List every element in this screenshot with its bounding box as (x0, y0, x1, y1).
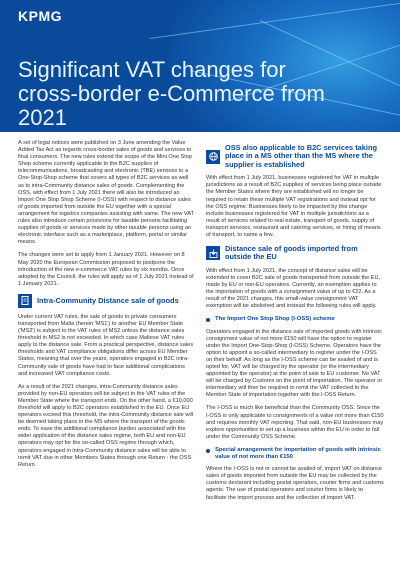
section-heading (18, 294, 194, 308)
bullet-title: Special arrangement for importation of goods with intrinsic value of not more than €150 (215, 446, 381, 461)
bullet-icon (206, 318, 210, 322)
left-column (18, 140, 194, 475)
document-icon (18, 294, 32, 308)
bullet-heading (206, 447, 384, 461)
page-title: Significant VAT changes for cross-border e-Commerce from 2021 (18, 57, 325, 130)
body-paragraph: With effect from 1 July 2021, businesses registered for VAT in multiple jurisdictions as a result of B2C supplies of services being place outside the Member States where they are established will no longer be required to retain these multiple VAT registrations and instead opt for the OSS regime. Businesses likely to be impacted by this change include businesses registered for VAT in multiple jurisdictions as a result of services related to real estate, transport of goods, supply of transport services, restaurant and catering services, or hiring of means of transport, to name a few. (206, 175, 382, 238)
bullet-heading (206, 316, 384, 323)
section-heading (206, 144, 384, 169)
header-banner (0, 0, 400, 132)
body-paragraph: As a result of the 2021 changes, intra-Community distance sales provided by non-EU operators will be subject to the VAT rules of the Member State where the transport ends. On the other hand, a €10,000 threshold will apply to B2C operators established in the EU. Once EU operators exceed this threshold, the intra-Community distance sale will be deemed taking place in the MS where the transport of the goods ends. To ease the additional compliance burden associated with the wider application of the distance sales regime, both EU and non-EU operators may opt for the so-called OSS regime through which, operators engaged in intra-Community distance sales will be able to remit VAT due in other Members States through one Return - the OSS Return. (18, 383, 194, 468)
intro-paragraph: A set of legal notices were published on 3 June amending the Value Added Tax Act as regards cross-border sales of goods and services to final consumers. The new rules extend the scope of the Mini One Stop Shop scheme currently applicable to the B2C supplies of telecommunications, broadcasting and electronic (TBE) services to a One-Stop-Shop scheme that covers all types of B2C services as well as to intra-Community distance sales of goods. Complementing the OSS, with effect from 1 July 2021 there will also be introduced an Import One Stop Shop Scheme (I-OSS) with respect to distance sales of goods imported from outside the EU together with a special arrangement for logistics companies assisting with same. The new VAT rules also introduce certain provisions for taxable persons facilitating supplies of goods or services made by other taxable persons using an electronic interface such as a marketplace, platform, portal or similar means. (18, 140, 194, 246)
right-column (206, 140, 384, 508)
kpmg-logo: KPMG (18, 8, 62, 24)
section-title: Distance sale of goods imported from outside the EU (225, 244, 358, 262)
bullet-icon (206, 449, 210, 453)
postponement-paragraph: The changes were set to apply from 1 January 2021. However on 8 May 2020 the European Commission proposed to postpone the introduction of the new e-commerce VAT rules by six months. Once adopted by the Council, the rules will apply as of 1 July 2021 instead of 1 January 2021. (18, 252, 194, 287)
body-paragraph: With effect from 1 July 2021, the concept of distance sales will be extended to cover B2C sale of goods transported from outside the EU, made by EU or non-EU operators. Currently, an exemption applies to the importation of goods with a consignment value of up to €22. As a result of the 2021 changes, this small-value consignment VAT exemption will be abolished and instead the following rules will apply. (206, 267, 381, 310)
section-title: OSS also applicable to B2C services taking place in a MS other than the MS where the supplier is established (225, 143, 377, 169)
section-heading (206, 245, 384, 262)
section-title: Intra-Community Distance sale of goods (37, 295, 179, 305)
body-paragraph: The I-OSS is much like beneficial than the Community OSS. Since the I-OSS is only applicable to consignments of a value not more than €150 and requires monthly VAT reporting. That said, non-EU businesses may explore opportunities to set up a business within the EU in order to fall under the Community OSS Scheme. (206, 405, 384, 440)
body-paragraph: Operators engaged in the distance sale of imported goods with intrinsic consignment value of not more €150 will have the option to register under the Import One-Stop-Shop (I-OSS) Scheme. Operators have the option to appoint a so-called intermediary to register under the I-OSS on their behalf. As long as the I-OSS scheme can be availed of and is opted for, VAT will be charged by the operator (or the intermediary appointed by the operator) at the point of sale to EU customer. No VAT will be charged by Customs on the point of importation. The operator or intermediary will then be required to remit the VAT collected to the Member State of importation together with the I-OSS Return. (206, 328, 383, 399)
bullet-title: The Import One Stop Shop (I-OSS) scheme (215, 316, 335, 323)
body-paragraph: Where the I-OSS is not or cannot be availed of, import VAT on distance sales of goods imported from outside the EU may be collected by the customs declarant including postal operators, courier firms and customs agents. The use of postal operators and courier firms is likely to facilitate the import process and the collection of import VAT. (206, 466, 384, 501)
import-icon (206, 246, 220, 260)
globe-icon (206, 150, 220, 164)
body-paragraph: Under current VAT rules, the sale of goods to private consumers transported from Malta (herein 'MS1') to another EU Member State ('MS2') is subject to the VAT rules of MS2 unless the distance sales threshold in MS2 is not exceeded. In which case Maltese VAT rules apply to the distance sale. From a practical perspective, distance sales thresholds and VAT compliance obligations differ across EU Member States, meaning that over the years, operators engaged in B2C intra-Community sale of goods have had to face additional complications and increased VAT compliance costs. (18, 313, 194, 377)
